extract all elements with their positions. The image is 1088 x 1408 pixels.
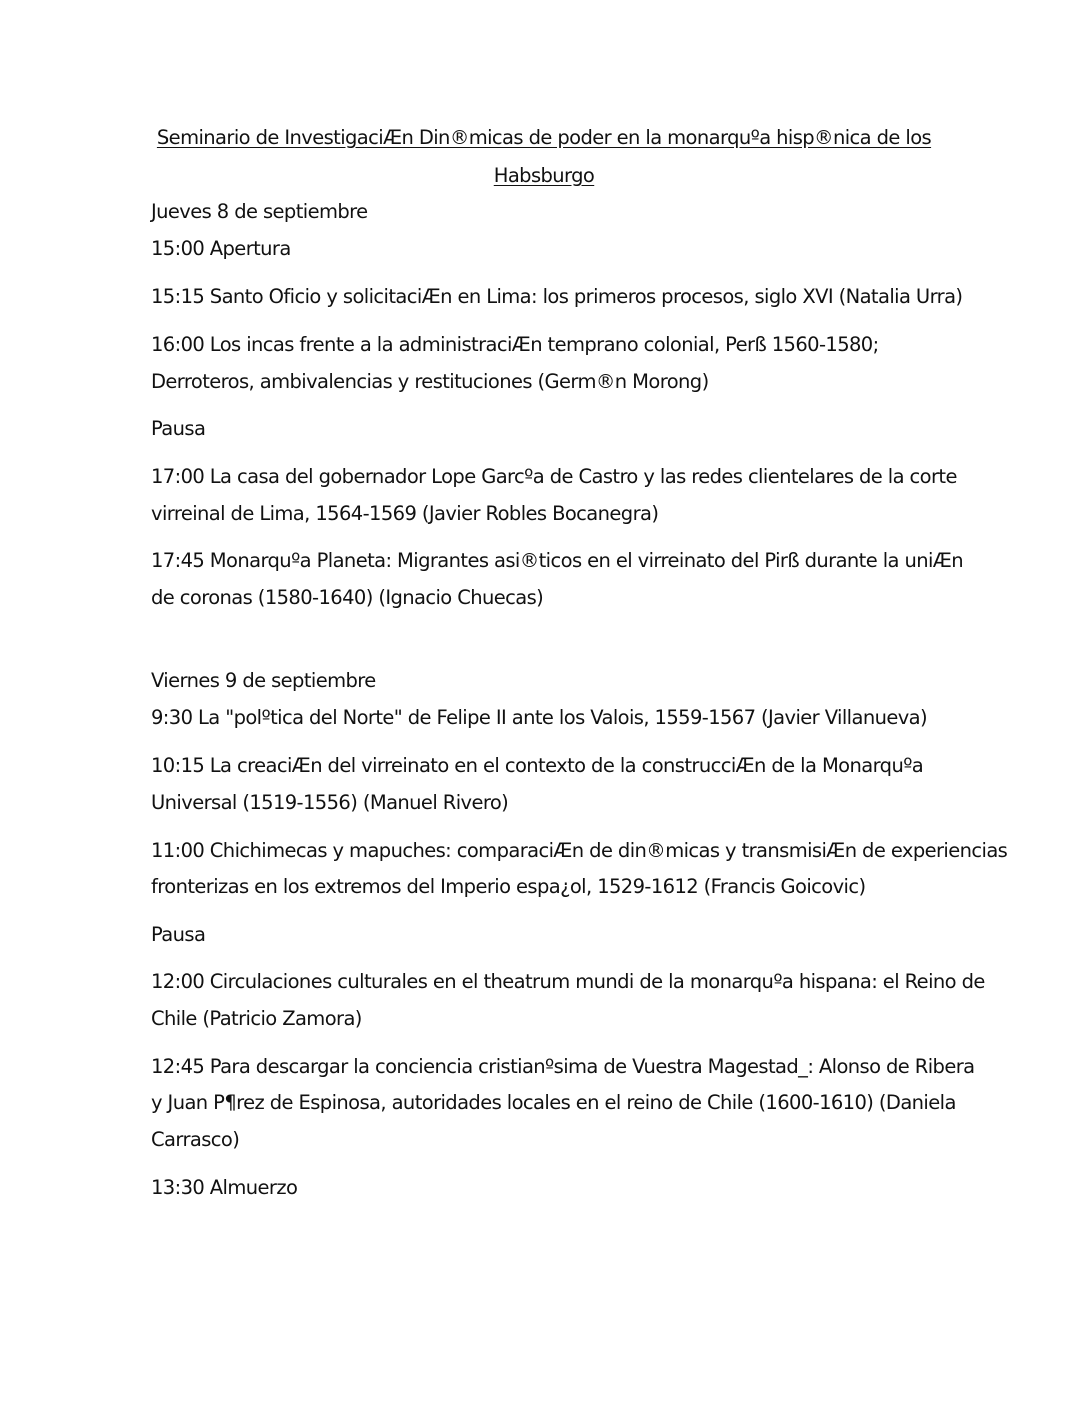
schedule-item: 9:30 La "polºtica del Norte" de Felipe II ante los Valois, 1559-1567 (Javier Villanueva) [151, 706, 928, 729]
schedule-item-continued: virreinal de Lima, 1564-1569 (Javier Robles Bocanegra) [151, 502, 659, 525]
schedule-item-continued: Carrasco) [151, 1128, 240, 1151]
schedule-item: 17:00 La casa del gobernador Lope Garcºa de Castro y las redes clientelares de la corte [151, 465, 957, 488]
schedule-item: 11:00 Chichimecas y mapuches: comparaciÆn de din®micas y transmisiÆn de experiencias [151, 839, 1008, 862]
schedule-item-continued: de coronas (1580-1640) (Ignacio Chuecas) [151, 586, 544, 609]
document-title-line-1: Seminario de InvestigaciÆn Din®micas de poder en la monarquºa hisp®nica de los [156, 126, 932, 149]
schedule-item: 15:15 Santo Oficio y solicitaciÆn en Lima: los primeros procesos, siglo XVI (Natalia Urra) [151, 285, 963, 308]
schedule-item-continued: Chile (Patricio Zamora) [151, 1007, 362, 1030]
schedule-break: Pausa [151, 923, 206, 946]
schedule-item-continued: fronterizas en los extremos del Imperio espa¿ol, 1529-1612 (Francis Goicovic) [151, 875, 866, 898]
day-heading-thursday: Jueves 8 de septiembre [151, 200, 368, 223]
schedule-break: Pausa [151, 417, 206, 440]
schedule-item: 12:45 Para descargar la conciencia cristianºsima de Vuestra Magestad_: Alonso de Ribera [151, 1055, 975, 1078]
schedule-item: 12:00 Circulaciones culturales en el theatrum mundi de la monarquºa hispana: el Reino de [151, 970, 985, 993]
schedule-item: 15:00 Apertura [151, 237, 291, 260]
day-heading-friday: Viernes 9 de septiembre [151, 669, 376, 692]
schedule-item-continued: Universal (1519-1556) (Manuel Rivero) [151, 791, 509, 814]
schedule-item: 13:30 Almuerzo [151, 1176, 298, 1199]
schedule-item-continued: y Juan P¶rez de Espinosa, autoridades locales en el reino de Chile (1600-1610) (Daniela [151, 1091, 956, 1114]
schedule-item: 16:00 Los incas frente a la administraciÆn temprano colonial, Perß 1560-1580; [151, 333, 879, 356]
schedule-item-continued: Derroteros, ambivalencias y restituciones (Germ®n Morong) [151, 370, 709, 393]
schedule-item: 10:15 La creaciÆn del virreinato en el contexto de la construcciÆn de la Monarquºa [151, 754, 924, 777]
document-title-line-2: Habsburgo [493, 164, 595, 187]
schedule-item: 17:45 Monarquºa Planeta: Migrantes asi®ticos en el virreinato del Pirß durante la uniÆn [151, 549, 963, 572]
